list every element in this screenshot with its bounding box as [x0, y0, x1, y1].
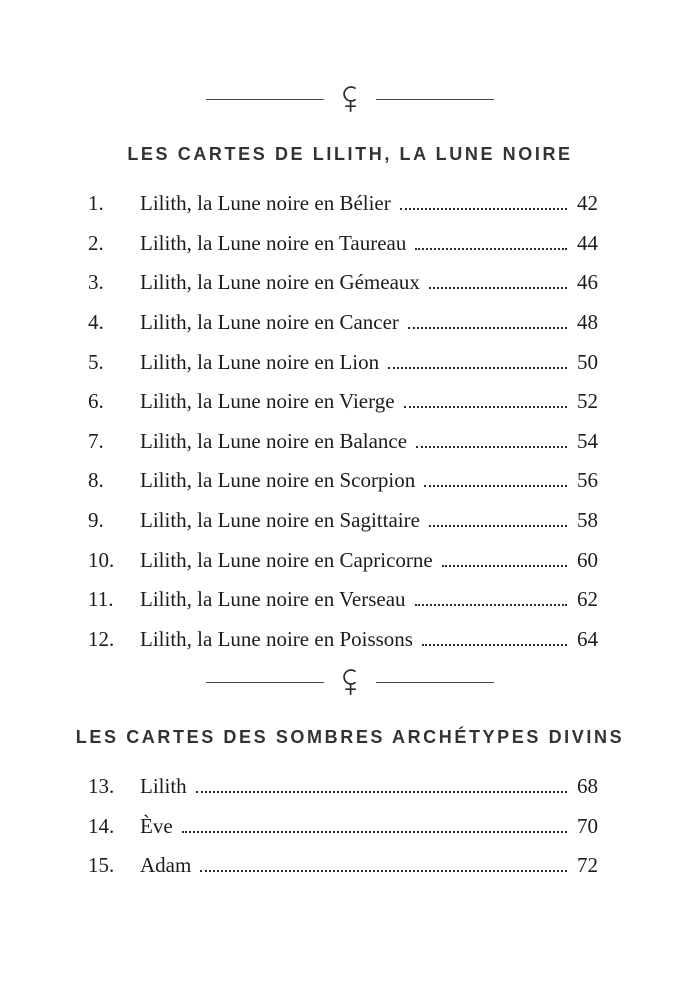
entry-page-number: 42 — [577, 191, 598, 215]
entry-number: 8. — [88, 468, 104, 493]
dot-leader — [388, 367, 567, 369]
toc-entry — [88, 508, 598, 532]
entry-number: 11. — [88, 587, 114, 612]
entry-page-number: 68 — [577, 774, 598, 799]
entry-title: Lilith, la Lune noire en Capricorne — [140, 547, 433, 572]
entry-number: 1. — [88, 191, 104, 215]
dot-leader — [422, 644, 567, 646]
toc-entry — [88, 350, 598, 374]
divider-line — [376, 99, 494, 100]
toc-entry — [88, 627, 598, 651]
entry-title: Lilith, la Lune noire en Balance — [140, 428, 408, 453]
entry-page-number: 56 — [577, 468, 598, 493]
dot-leader — [408, 327, 567, 329]
dot-leader — [400, 208, 567, 210]
toc-entry — [88, 270, 598, 294]
entry-title: Lilith, la Lune noire en Vierge — [140, 389, 395, 414]
toc-entry-list — [0, 774, 700, 877]
entry-number: 2. — [88, 230, 104, 255]
entry-title: Lilith, la Lune noire en Bélier — [140, 191, 391, 215]
entry-title: Lilith, la Lune noire en Scorpion — [140, 468, 416, 493]
section-divider — [0, 84, 700, 114]
toc-entry — [88, 774, 598, 798]
dot-leader — [196, 791, 567, 793]
toc-entry — [88, 231, 598, 255]
entry-title: Lilith, la Lune noire en Poissons — [140, 627, 413, 652]
entry-number: 14. — [88, 813, 115, 838]
entry-page-number: 48 — [577, 309, 598, 334]
entry-number: 10. — [88, 547, 115, 572]
toc-entry — [88, 389, 598, 413]
entry-title: Ève — [140, 813, 173, 838]
dot-leader — [442, 565, 567, 567]
entry-page-number: 46 — [577, 270, 598, 295]
entry-page-number: 50 — [577, 349, 598, 374]
entry-page-number: 52 — [577, 389, 598, 414]
toc-entry — [88, 429, 598, 453]
toc-entry — [88, 310, 598, 334]
toc-entry — [88, 587, 598, 611]
entry-title: Lilith, la Lune noire en Cancer — [140, 309, 399, 334]
black-moon-lilith-icon — [340, 84, 360, 114]
entry-page-number: 60 — [577, 547, 598, 572]
entry-title: Adam — [140, 853, 192, 878]
dot-leader — [429, 525, 567, 527]
dot-leader — [415, 604, 567, 606]
divider-line — [376, 682, 494, 683]
entry-page-number: 64 — [577, 627, 598, 652]
entry-page-number: 62 — [577, 587, 598, 612]
toc-entry — [88, 853, 598, 877]
entry-number: 13. — [88, 774, 115, 799]
toc-entry — [88, 814, 598, 838]
entry-number: 15. — [88, 853, 115, 878]
dot-leader — [429, 287, 567, 289]
divider-line — [206, 682, 324, 683]
section-divider — [0, 667, 700, 697]
toc-entry — [88, 191, 598, 215]
toc-section — [0, 667, 700, 877]
entry-number: 4. — [88, 309, 104, 334]
entry-title: Lilith, la Lune noire en Verseau — [140, 587, 406, 612]
entry-title: Lilith, la Lune noire en Sagittaire — [140, 508, 420, 533]
dot-leader — [416, 446, 567, 448]
entry-title: Lilith, la Lune noire en Taureau — [140, 230, 407, 255]
dot-leader — [404, 406, 567, 408]
toc-entry — [88, 548, 598, 572]
entry-number: 5. — [88, 349, 104, 374]
dot-leader — [182, 831, 567, 833]
entry-number: 12. — [88, 627, 115, 652]
entry-page-number: 70 — [577, 813, 598, 838]
entry-title: Lilith, la Lune noire en Lion — [140, 349, 380, 374]
dot-leader — [424, 485, 567, 487]
dot-leader — [415, 248, 567, 250]
section-heading: LES CARTES DE LILITH, LA LUNE NOIRE — [127, 144, 573, 164]
toc-section — [0, 84, 700, 651]
entry-number: 7. — [88, 428, 104, 453]
entry-page-number: 58 — [577, 508, 598, 533]
entry-title: Lilith, la Lune noire en Gémeaux — [140, 270, 420, 295]
section-heading: LES CARTES DES SOMBRES ARCHÉTYPES DIVINS — [75, 727, 625, 748]
entry-number: 6. — [88, 389, 104, 414]
toc-entry-list — [0, 191, 700, 651]
entry-number: 9. — [88, 508, 104, 533]
entry-title: Lilith — [140, 774, 187, 799]
toc-entry — [88, 468, 598, 492]
entry-page-number: 72 — [577, 853, 598, 878]
dot-leader — [200, 870, 567, 872]
black-moon-lilith-icon — [340, 667, 360, 697]
entry-page-number: 44 — [577, 230, 598, 255]
divider-line — [206, 99, 324, 100]
entry-page-number: 54 — [577, 428, 598, 453]
entry-number: 3. — [88, 270, 104, 295]
